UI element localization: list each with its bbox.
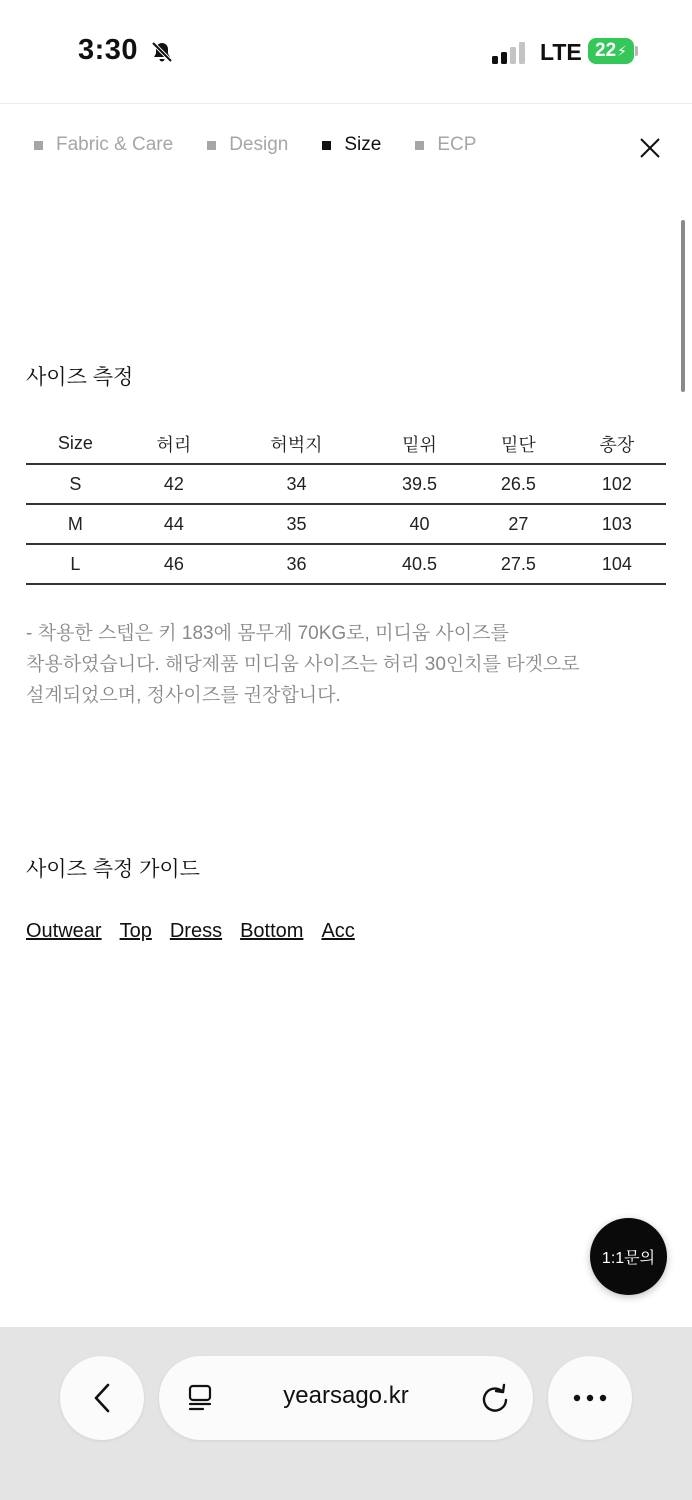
- table-cell: 26.5: [469, 464, 568, 504]
- guide-link-top[interactable]: Top: [119, 920, 152, 942]
- battery-level: 22: [595, 40, 617, 61]
- guide-link-bottom[interactable]: Bottom: [240, 920, 304, 942]
- column-header: 밑단: [469, 424, 568, 464]
- chat-button-label: 1:1문의: [601, 1250, 656, 1267]
- table-row: [26, 544, 666, 584]
- column-header: 허리: [125, 424, 223, 464]
- tab-fabric-care[interactable]: [34, 134, 173, 156]
- address-bar[interactable]: [159, 1356, 533, 1440]
- tab-marker: [34, 141, 43, 150]
- tab-ecp[interactable]: [415, 134, 476, 156]
- charging-icon: ⚡: [617, 42, 627, 59]
- note-line: - 착용한 스텝은 키 183에 몸무게 70KG로, 미디움 사이즈를: [26, 623, 509, 644]
- signal-icon: [492, 42, 528, 64]
- table-cell: L: [26, 544, 125, 584]
- battery-indicator: [588, 38, 634, 64]
- table-cell: 46: [125, 544, 223, 584]
- url-text: yearsago.kr: [283, 1382, 409, 1409]
- table-cell: M: [26, 504, 125, 544]
- network-label: LTE: [540, 39, 582, 65]
- column-header: 총장: [568, 424, 666, 464]
- back-button[interactable]: [60, 1356, 144, 1440]
- guide-link-dress[interactable]: Dress: [169, 920, 223, 942]
- guide-links: [26, 920, 373, 943]
- table-cell: 104: [568, 544, 666, 584]
- tab-size[interactable]: [322, 134, 381, 156]
- close-icon[interactable]: [638, 136, 662, 160]
- note-line: 설계되었으며, 정사이즈를 권장합니다.: [26, 685, 341, 706]
- tab-marker: [207, 141, 216, 150]
- table-cell: S: [26, 464, 125, 504]
- table-cell: 40.5: [370, 544, 469, 584]
- scrollbar[interactable]: [681, 220, 685, 392]
- table-cell: 27.5: [469, 544, 568, 584]
- guide-link-acc[interactable]: Acc: [321, 920, 355, 942]
- tab-bar: [34, 134, 510, 156]
- battery-tip: [635, 46, 638, 56]
- bell-slash-icon: [150, 40, 174, 64]
- tab-marker: [322, 141, 331, 150]
- size-section-title: 사이즈 측정: [26, 366, 134, 389]
- table-cell: 39.5: [370, 464, 469, 504]
- table-cell: 102: [568, 464, 666, 504]
- table-cell: 34: [223, 464, 370, 504]
- tab-label: Fabric & Care: [56, 134, 174, 155]
- table-cell: 36: [223, 544, 370, 584]
- tab-label: Size: [344, 134, 382, 155]
- table-row: [26, 464, 666, 504]
- tab-design[interactable]: [207, 134, 288, 156]
- guide-link-outwear[interactable]: Outwear: [26, 920, 102, 942]
- guide-section-title: 사이즈 측정 가이드: [26, 858, 200, 881]
- table-cell: 42: [125, 464, 223, 504]
- note-line: 착용하였습니다. 해당제품 미디움 사이즈는 허리 30인치를 타겟으로: [26, 654, 580, 675]
- reload-icon[interactable]: [479, 1382, 511, 1414]
- tab-marker: [415, 141, 424, 150]
- table-cell: 27: [469, 504, 568, 544]
- status-time: 3:30: [78, 34, 139, 66]
- table-cell: 44: [125, 504, 223, 544]
- fit-note: [26, 618, 626, 711]
- table-row: [26, 504, 666, 544]
- table-header-row: [26, 424, 666, 464]
- table-cell: 40: [370, 504, 469, 544]
- table-cell: 35: [223, 504, 370, 544]
- column-header: 밑위: [370, 424, 469, 464]
- chevron-left-icon: [90, 1383, 114, 1413]
- tab-label: Design: [229, 134, 289, 155]
- table-cell: 103: [568, 504, 666, 544]
- chat-button[interactable]: [590, 1218, 667, 1295]
- column-header: 허벅지: [223, 424, 370, 464]
- more-button[interactable]: [548, 1356, 632, 1440]
- status-bar: [0, 0, 692, 104]
- more-icon: [572, 1394, 608, 1402]
- tab-label: ECP: [437, 134, 477, 155]
- size-table: [26, 424, 666, 585]
- column-header: Size: [26, 424, 125, 464]
